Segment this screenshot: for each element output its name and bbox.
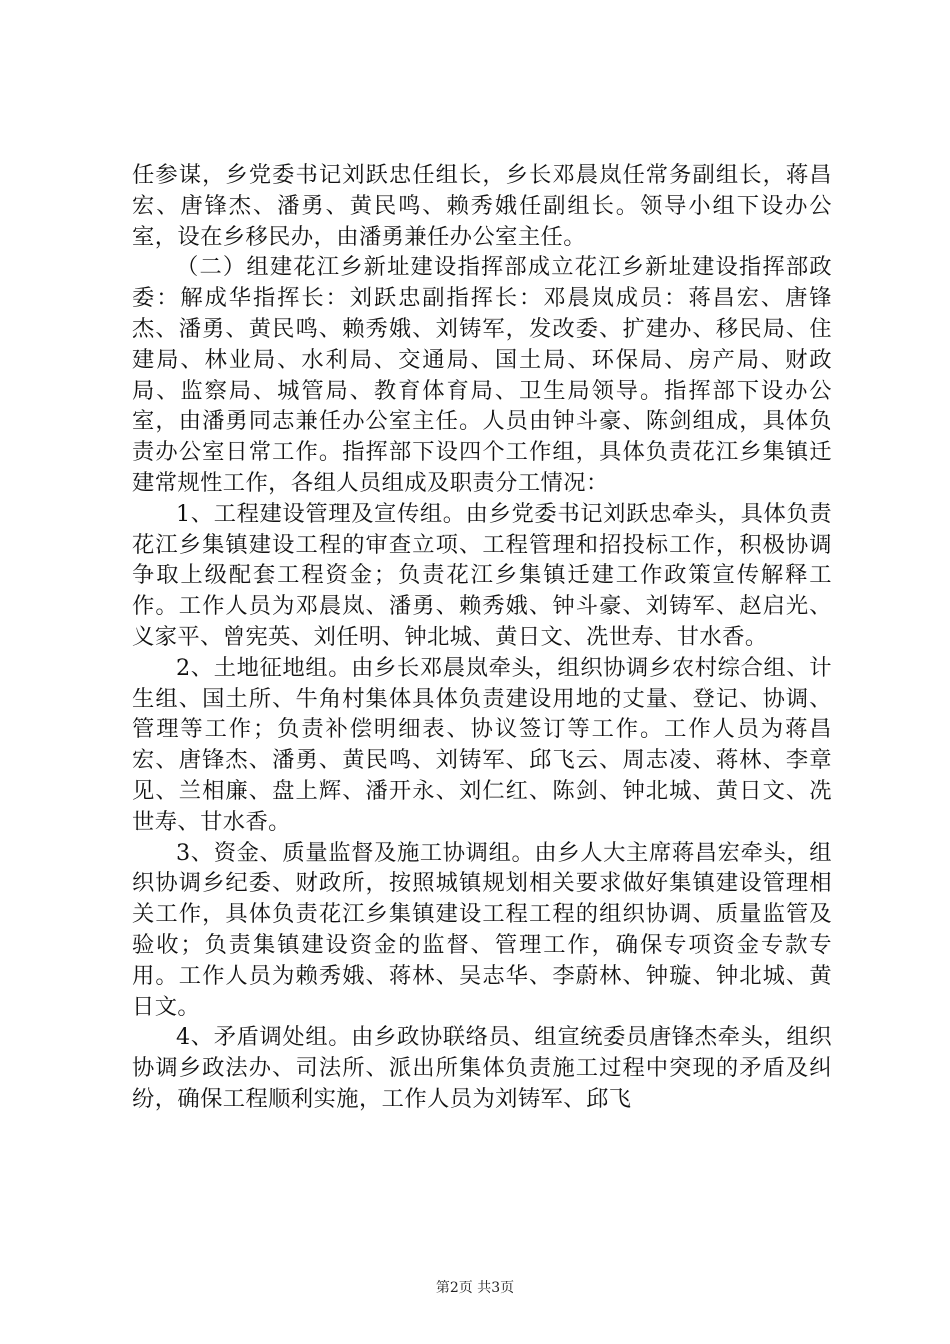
document-body <box>132 160 832 1115</box>
paragraph-group-4: 4、矛盾调处组。由乡政协联络员、组宣统委员唐锋杰牵头，组织协调乡政法办、司法所、派出所集体负责施工过程中突现的矛盾及纠纷，确保工程顺利实施，工作人员为刘铸军、邱飞 <box>132 1024 832 1112</box>
paragraph-continuation: 任参谋，乡党委书记刘跃忠任组长，乡长邓晨岚任常务副组长，蒋昌宏、唐锋杰、潘勇、黄民鸣、赖秀娥任副组长。领导小组下设办公室，设在乡移民办，由潘勇兼任办公室主任。 <box>132 162 832 250</box>
page-footer: 第2页 共3页 <box>435 1280 515 1296</box>
paragraph-group-1: 1、工程建设管理及宣传组。由乡党委书记刘跃忠牵头，具体负责花江乡集镇建设工程的审查立项、工程管理和招投标工作，积极协调争取上级配套工程资金；负责花江乡集镇迁建工作政策宣传解释工作。工作人员为邓晨岚、潘勇、赖秀娥、钟斗豪、刘铸军、赵启光、义家平、曾宪英、刘任明、钟北城、黄日文、冼世寿、甘水香。 <box>132 500 832 650</box>
paragraph-group-3: 3、资金、质量监督及施工协调组。由乡人大主席蒋昌宏牵头，组织协调乡纪委、财政所，按照城镇规划相关要求做好集镇建设管理相关工作，具体负责花江乡集镇建设工程工程的组织协调、质量监管及验收；负责集镇建设资金的监督、管理工作，确保专项资金专款专用。工作人员为赖秀娥、蒋林、吴志华、李蔚林、钟璇、钟北城、黄日文。 <box>132 839 832 1020</box>
paragraph-section-two: （二）组建花江乡新址建设指挥部成立花江乡新址建设指挥部政委：解成华指挥长：刘跃忠副指挥长：邓晨岚成员：蒋昌宏、唐锋杰、潘勇、黄民鸣、赖秀娥、刘铸军，发改委、扩建办、移民局、住建局、林业局、水利局、交通局、国土局、环保局、房产局、财政局、监察局、城管局、教育体育局、卫生局领导。指挥部下设办公室，由潘勇同志兼任办公室主任。人员由钟斗豪、陈剑组成，具体负责办公室日常工作。指挥部下设四个工作组，具体负责花江乡集镇迁建常规性工作，各组人员组成及职责分工情况： <box>132 254 832 496</box>
paragraph-group-2: 2、土地征地组。由乡长邓晨岚牵头，组织协调乡农村综合组、计生组、国土所、牛角村集体具体负责建设用地的丈量、登记、协调、管理等工作；负责补偿明细表、协议签订等工作。工作人员为蒋昌宏、唐锋杰、潘勇、黄民鸣、刘铸军、邱飞云、周志凌、蒋林、李章见、兰相廉、盘上辉、潘开永、刘仁红、陈剑、钟北城、黄日文、冼世寿、甘水香。 <box>132 654 832 835</box>
